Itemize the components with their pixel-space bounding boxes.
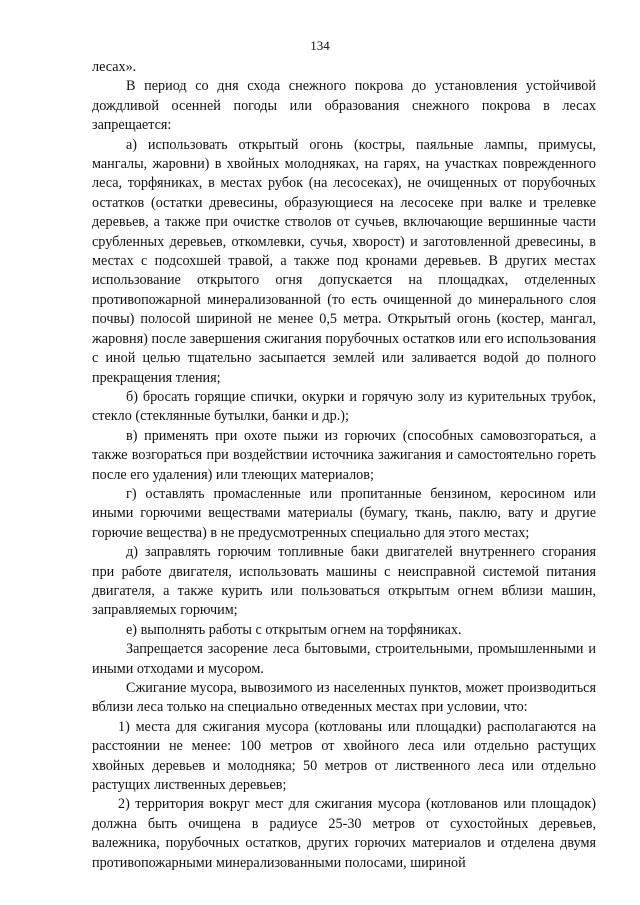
list-item-d: д) заправлять горючим топливные баки двигателей внутреннего сгорания при работе двигателя, использовать машины с неисправной системой питания двигателя, а также курить или пользоваться открытым огнем вблизи машин, заправляемых горючим;	[92, 544, 596, 619]
page-body	[92, 58, 596, 873]
list-item-v: в) применять при охоте пыжи из горючих (способных самовозгораться, а также возгораться при воздействии источника зажигания и самостоятельно гореть после его удаления) или тлеющих материалов;	[92, 427, 596, 483]
paragraph-fire-season-intro: В период со дня схода снежного покрова до установления устойчивой дождливой осенней погоды или образования снежного покрова в лесах запрещается:	[92, 78, 596, 134]
list-item-e: е) выполнять работы с открытым огнем на торфяниках.	[126, 621, 462, 638]
numbered-item-2: 2) территория вокруг мест для сжигания мусора (котлованов или площадок) должна быть очищена в радиусе 25-30 метров от сухостойных деревьев, валежника, порубочных остатков, других горючих материалов и отделена двумя противопожарными минерализованными полосами, шириной	[92, 796, 596, 871]
list-item-a: а) использовать открытый огонь (костры, паяльные лампы, примусы, мангалы, жаровни) в хвойных молодняках, на гарях, на участках поврежденного леса, торфяниках, в местах рубок (на лесосеках), не очищенных от порубочных остатков (остатки древесины, образующиеся на лесосеке при валке и трелевке деревьев, а также при очистке стволов от сучьев, включающие вершинные части срубленных деревьев, откомлевки, сучья, хворост) и заготовленной древесины, в местах с подсохшей травой, а также под кронами деревьев. В других местах использование открытого огня допускается на площадках, отделенных противопожарной минерализованной (то есть очищенной до минерального слоя почвы) полосой шириной не менее 0,5 метра. Открытый огонь (костер, мангал, жаровня) после завершения сжигания порубочных остатков или его использования с иной целью тщательно засыпается землей или заливается водой до полного прекращения тления;	[92, 136, 596, 386]
paragraph-waste-burning: Сжигание мусора, вывозимого из населенных пунктов, может производиться вблизи леса только на специально отведенных местах при условии, что:	[92, 680, 596, 716]
list-item-g: г) оставлять промасленные или пропитанные бензином, керосином или иными горючими веществами материалы (бумагу, ткань, паклю, вату и другие горючие вещества) в не предусмотренных специально для этого местах;	[92, 485, 596, 541]
list-item-b: б) бросать горящие спички, окурки и горячую золу из курительных трубок, стекло (стеклянные бутылки, банки и др.);	[92, 388, 596, 425]
numbered-item-1: 1) места для сжигания мусора (котлованы или площадки) располагаются на расстоянии не менее: 100 метров от хвойного леса или отдельно растущих хвойных деревьев и молодняка; 50 метров от лиственного леса или отдельно растущих лиственных деревьев;	[92, 718, 596, 794]
paragraph-continuation: лесах».	[92, 59, 137, 75]
page-number: 134	[310, 38, 330, 53]
paragraph-littering-prohibition: Запрещается засорение леса бытовыми, строительными, промышленными и иными отходами и мусором.	[92, 641, 596, 677]
